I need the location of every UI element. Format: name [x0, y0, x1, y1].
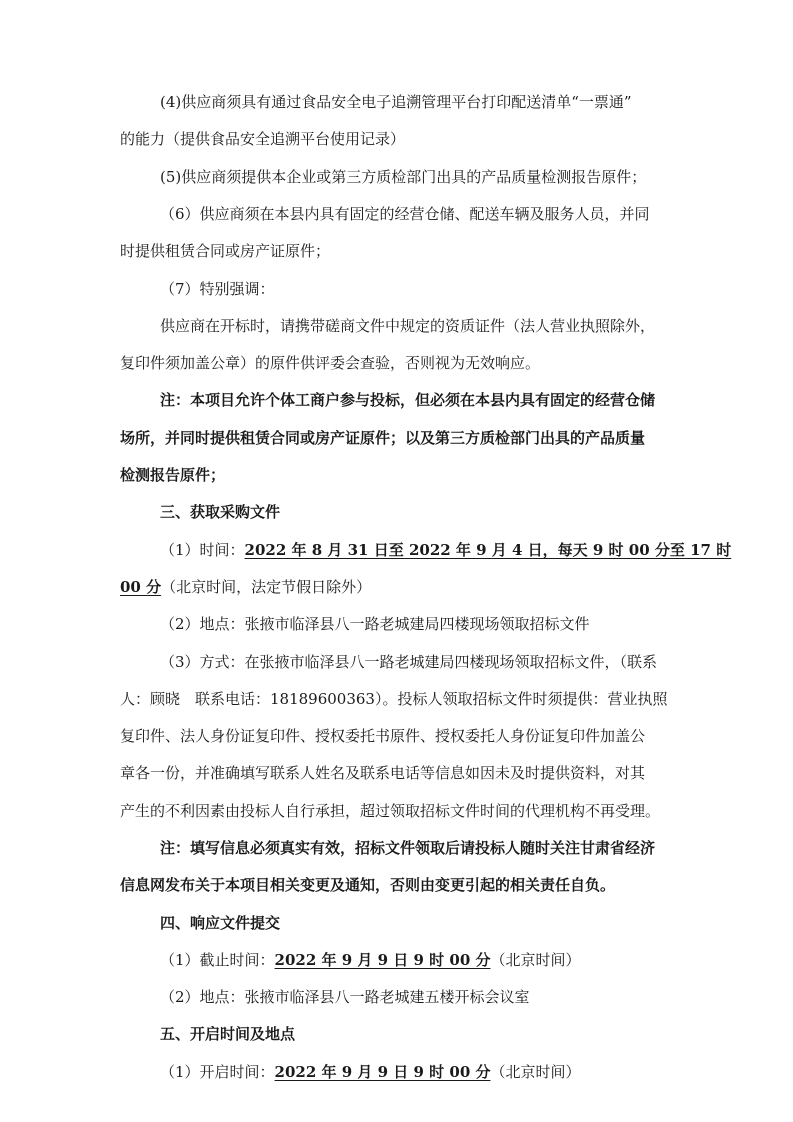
- section-3-method-line-1: （3）方式：在张掖市临泽县八一路老城建局四楼现场领取招标文件，（联系: [160, 653, 658, 671]
- item-5: (5)供应商须提供本企业或第三方质检部门出具的产品质量检测报告原件；: [160, 168, 647, 186]
- paragraph-line-1: 供应商在开标时，请携带磋商文件中规定的资质证件（法人营业执照除外，: [160, 317, 656, 335]
- note-2-line-2: 信息网发布关于本项目相关变更及通知，否则由变更引起的相关责任自负。: [120, 876, 616, 894]
- item-4-line-1: (4)供应商须具有通过食品安全电子追溯管理平台打印配送清单“一票通”: [160, 93, 632, 111]
- time-value-part-1: 2022 年 8 月 31 日至 2022 年 9 月 4 日，每天 9 时 00 分至 17 时: [244, 541, 732, 559]
- section-3-method-line-5: 产生的不利因素由投标人自行承担，超过领取招标文件时间的代理机构不再受理。: [120, 802, 661, 820]
- section-3-method-line-4: 章各一份，并准确填写联系人姓名及联系电话等信息如因未及时提供资料，对其: [120, 764, 646, 782]
- paragraph-line-2: 复印件须加盖公章）的原件供评委会查验，否则视为无效响应。: [120, 354, 541, 372]
- note-1-line-3: 检测报告原件；: [120, 466, 226, 484]
- deadline-label: （1）截止时间：: [160, 951, 275, 969]
- section-4-heading: 四、响应文件提交: [160, 914, 281, 932]
- section-5-open-time: [160, 1061, 581, 1083]
- note-2-line-1: 注：填写信息必须真实有效，招标文件领取后请投标人随时关注甘肃省经济: [160, 839, 656, 857]
- section-3-method-line-3: 复印件、法人身份证复印件、授权委托书原件、授权委托人身份证复印件加盖公: [120, 727, 646, 745]
- open-time-note: （北京时间）: [490, 1063, 581, 1081]
- time-value-part-2: 00 分: [120, 578, 162, 596]
- section-3-place: （2）地点：张掖市临泽县八一路老城建局四楼现场领取招标文件: [160, 615, 590, 633]
- open-time-value: 2022 年 9 月 9 日 9 时 00 分: [274, 1063, 491, 1081]
- item-4-line-2: 的能力（提供食品安全追溯平台使用记录）: [120, 130, 406, 148]
- section-3-heading: 三、获取采购文件: [160, 503, 281, 521]
- deadline-value: 2022 年 9 月 9 日 9 时 00 分: [274, 951, 491, 969]
- section-4-place: （2）地点：张掖市临泽县八一路老城建五楼开标会议室: [160, 988, 530, 1006]
- item-7: （7）特别强调：: [160, 280, 275, 298]
- open-time-label: （1）开启时间：: [160, 1063, 275, 1081]
- deadline-note: （北京时间）: [490, 951, 581, 969]
- section-3-time-line-2: [120, 576, 371, 598]
- section-3-method-line-2: 人：顾晓 联系电话：18189600363）。投标人领取招标文件时须提供：营业执照: [120, 690, 668, 708]
- note-1-line-1: 注：本项目允许个体工商户参与投标，但必须在本县内具有固定的经营仓储: [160, 391, 656, 409]
- item-6-line-2: 时提供租赁合同或房产证原件；: [120, 242, 331, 260]
- section-4-deadline: [160, 949, 581, 971]
- item-6-line-1: （6）供应商须在本县内具有固定的经营仓储、配送车辆及服务人员，并同: [160, 205, 650, 223]
- time-label: （1）时间：: [160, 541, 245, 559]
- section-3-time-line-1: [160, 539, 731, 561]
- section-5-heading: 五、开启时间及地点: [160, 1025, 296, 1043]
- note-1-line-2: 场所，并同时提供租赁合同或房产证原件；以及第三方质检部门出具的产品质量: [120, 429, 646, 447]
- time-note: （北京时间，法定节假日除外）: [161, 578, 372, 596]
